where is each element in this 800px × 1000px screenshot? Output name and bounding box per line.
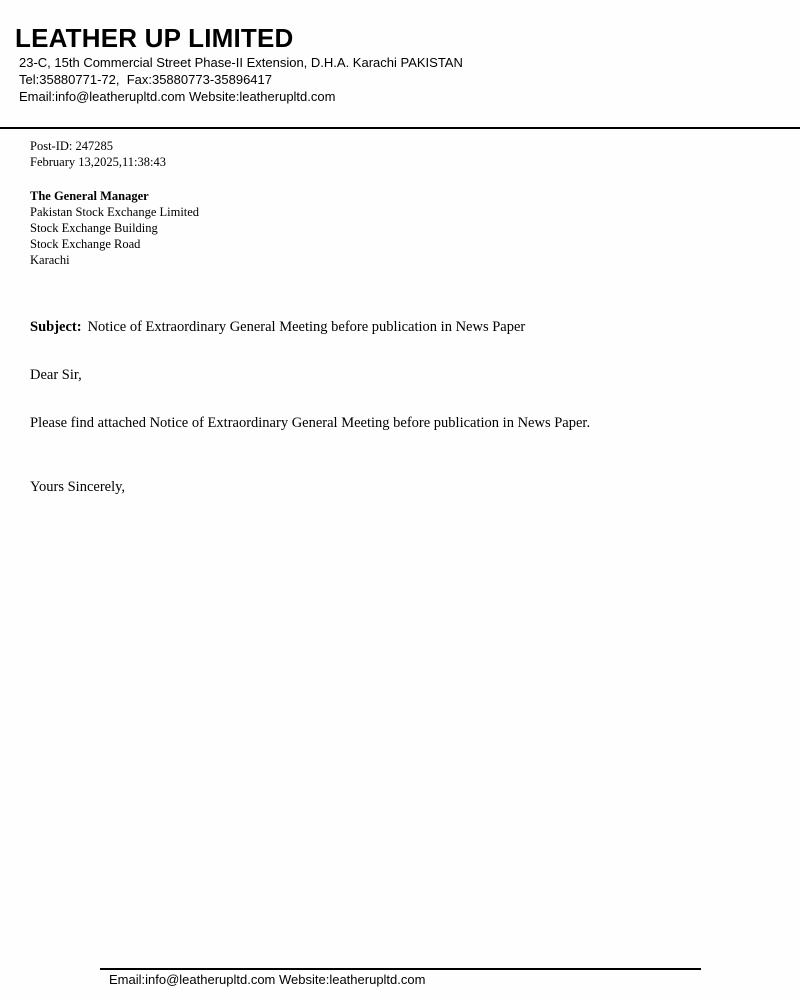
subject-line <box>30 318 525 336</box>
footer-email-website: Email:info@leatherupltd.com Website:leatherupltd.com <box>109 972 426 987</box>
post-id: Post-ID: 247285 <box>30 139 113 153</box>
subject-text: Notice of Extraordinary General Meeting before publication in News Paper <box>87 319 526 335</box>
salutation: Dear Sir, <box>30 367 82 383</box>
closing: Yours Sincerely, <box>30 479 126 495</box>
letterhead <box>0 0 800 129</box>
subject-label: Subject: <box>30 319 82 335</box>
company-email-website: Email:info@leatherupltd.com Website:leatherupltd.com <box>19 89 336 104</box>
post-date: February 13,2025,11:38:43 <box>30 155 166 169</box>
company-phone-fax: Tel:35880771-72, Fax:35880773-35896417 <box>19 72 272 87</box>
recipient-line-city: Karachi <box>30 253 70 267</box>
recipient-line-road: Stock Exchange Road <box>30 237 141 251</box>
recipient-block <box>30 188 199 268</box>
body-text: Please find attached Notice of Extraordinary General Meeting before publication in News Paper. <box>30 415 591 431</box>
recipient-line-organization: Pakistan Stock Exchange Limited <box>30 205 200 219</box>
footer-divider <box>100 968 701 970</box>
company-name: LEATHER UP LIMITED <box>15 23 294 53</box>
header-divider <box>0 127 800 129</box>
company-address: 23-C, 15th Commercial Street Phase-II Extension, D.H.A. Karachi PAKISTAN <box>19 55 463 70</box>
recipient-line-building: Stock Exchange Building <box>30 221 158 235</box>
recipient-title: The General Manager <box>30 189 149 203</box>
